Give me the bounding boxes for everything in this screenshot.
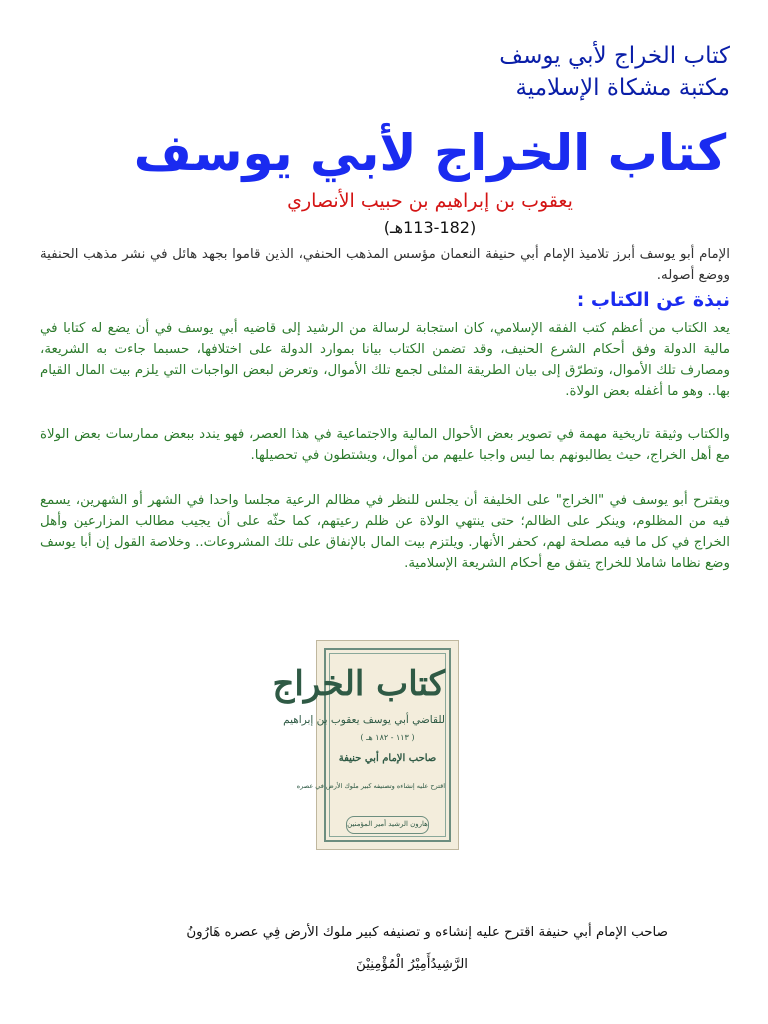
- caption-line-1: صاحب الإمام أبي حنيفة اقترح عليه إنشاءه و تصنيفه كبير ملوك الأرض فِي عصره هَارُونُ: [186, 925, 668, 940]
- intro-paragraph: الإمام أبو يوسف أبرز تلاميذ الإمام أبي حنيفة النعمان مؤسس المذهب الحنفي، الذين قاموا بجهد هائل في نشر مذهب الحنفية ووضع أصوله.: [40, 247, 730, 283]
- cover-note: اقترح عليه إنشاءه وتصنيفه كبير ملوك الأرض في عصره: [296, 782, 445, 790]
- body-paragraph-1: يعد الكتاب من أعظم كتب الفقه الإسلامي، كان استجابة لرسالة من الرشيد إلى قاضيه أبي يوسف في أن يضع له كتابا في مالية الدولة وفق أحكام الشرع الحنيف، وقد تضمن الكتاب بيانا بموارد الدولة على اختلافها، حسبما جاءت به الشريعة، ومصارف تلك الأموال، وتطرّق إلى بيان الطريقة المثلى لجمع تلك الأموال، وتعرض لبعض الواجبات التي يلزم بيت المال القيام بها.. وهو ما أغفله بعض الولاة.: [40, 321, 730, 399]
- cover-dedication: هارون الرشيد أمير المؤمنين: [347, 820, 428, 828]
- author-dates: (113-182هـ): [383, 218, 477, 237]
- author-name: يعقوب بن إبراهيم بن حبيب الأنصاري: [287, 190, 573, 212]
- body-paragraph-3: ويقترح أبو يوسف في "الخراج" على الخليفة أن يجلس للنظر في مظالم الرعية مجلسا واحدا في الشهر أو الشهرين، يسمع فيه من المظلوم، وينكر على الظالم؛ حتى ينتهي الولاة عن ظلم رعيتهم، كما حثّه على أن يجيب مطالب المزارعين وأهل الخراج في كل ما فيه مصلحة لهم، كحفر الأنهار. ويلتزم بيت المال بالإنفاق على تلك المشروعات.. وخلاصة القول إن أبا يوسف وضع نظاما شاملا للخراج يتفق مع أحكام الشريعة الإسلامية.: [40, 493, 730, 571]
- caption-line-2: الرَّشِيدُأَمِيْرُ الْمُؤْمِنِيْنَ: [356, 957, 468, 972]
- header-library-name: مكتبة مشكاة الإسلامية: [515, 75, 730, 101]
- page-title: كتاب الخراج لأبي يوسف: [133, 124, 727, 182]
- cover-dates: ( ١١٣ - ١٨٢ هـ ): [360, 733, 415, 742]
- book-cover-image: [272, 640, 459, 850]
- header-book-title: كتاب الخراج لأبي يوسف: [499, 43, 730, 69]
- cover-title: كتاب الخراج: [272, 664, 445, 704]
- cover-inner-frame: [272, 653, 446, 837]
- cover-frame: [272, 648, 451, 842]
- section-heading: نبذة عن الكتاب :: [576, 289, 730, 311]
- body-paragraph-2: والكتاب وثيقة تاريخية مهمة في تصوير بعض الأحوال المالية والاجتماعية في هذا العصر، فهو يندد ببعض ممارسات بعض الولاة مع أهل الخراج، حيث يطالبونهم بما ليس واجبا عليهم من أموال، ويشتطون في تحصيلها.: [40, 427, 730, 463]
- cover-companion: صاحب الإمام أبي حنيفة: [338, 753, 437, 764]
- cover-subtitle: للقاضي أبي يوسف يعقوب بن إبراهيم: [283, 714, 445, 726]
